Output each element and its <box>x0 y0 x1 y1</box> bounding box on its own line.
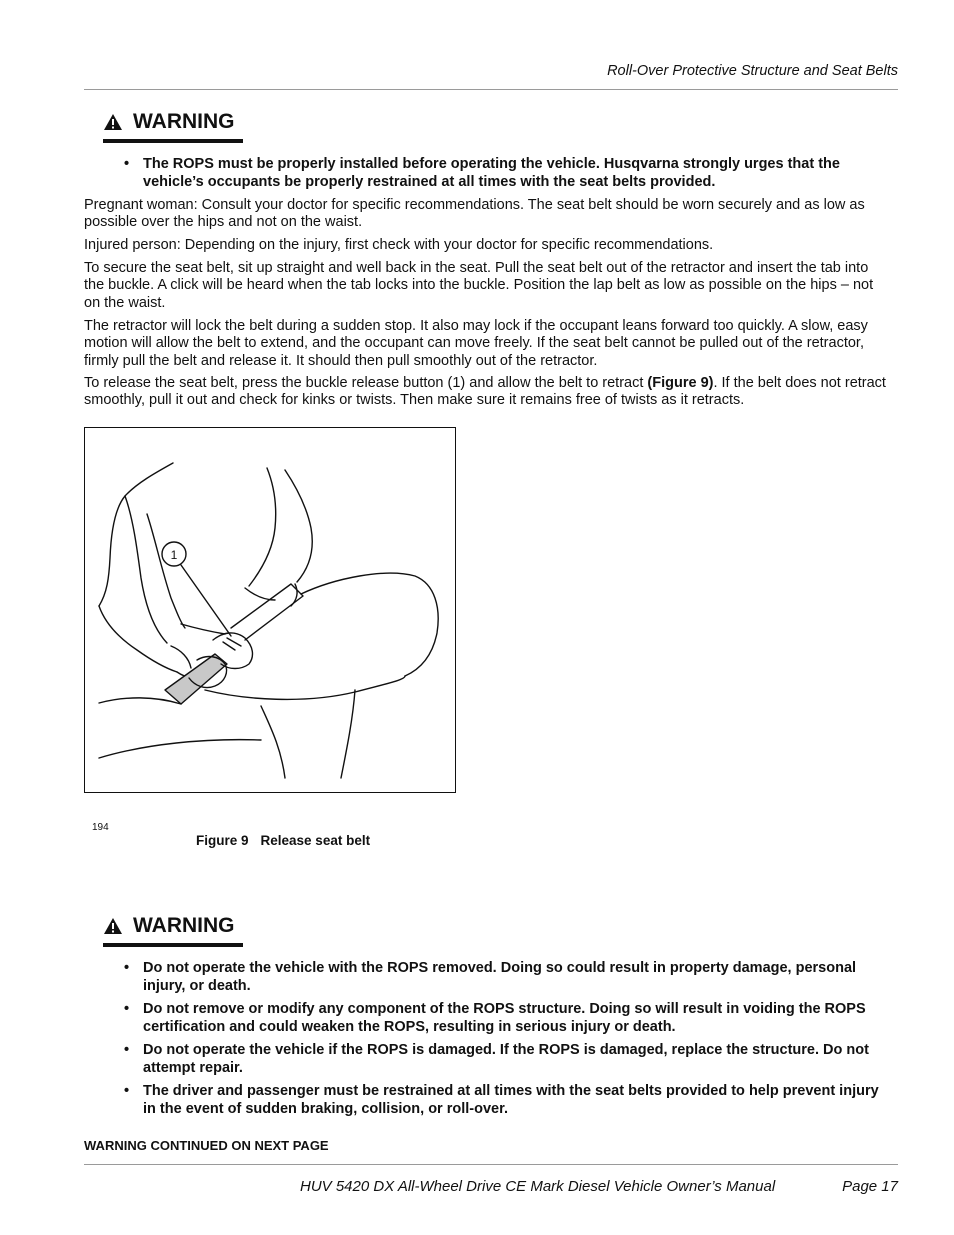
warning-triangle-icon <box>103 113 123 131</box>
figure-number: 194 <box>92 822 109 833</box>
paragraph-injured-person: Injured person: Depending on the injury, first check with your doctor for specific recommendations. <box>84 237 714 253</box>
warning-bullet: • Do not remove or modify any component of the ROPS structure. Doing so will result in voiding the ROPS certification and could weaken the ROPS, resulting in serious injury or death. <box>124 1001 866 1035</box>
warning-triangle-icon <box>103 917 123 935</box>
warning-label: WARNING <box>133 914 235 937</box>
paragraph-pregnant-woman: Pregnant woman: Consult your doctor for specific recommendations. The seat belt should be worn securely and as low as possible over the hips and not on the waist. <box>84 197 865 231</box>
warning-continued-note: WARNING CONTINUED ON NEXT PAGE <box>84 1138 329 1153</box>
footer-divider <box>84 1164 898 1165</box>
warning-bullet: • The ROPS must be properly installed before operating the vehicle. Husqvarna strongly urges that the vehicle’s occupants be properly restrained at all times with the seat belts provided. <box>124 156 840 190</box>
warning-heading-1 <box>103 110 243 143</box>
paragraph-retractor: The retractor will lock the belt during a sudden stop. It also may lock if the occupant leans forward too quickly. A slow, easy motion will allow the belt to extend, and the occupant can move freely. If the seat belt cannot be pulled out of the retractor, firmly pull the belt and release it. It should then pull smoothly out of the retractor. <box>84 318 868 369</box>
warning-list-2 <box>124 960 884 1124</box>
warning-bullet: • Do not operate the vehicle with the ROPS removed. Doing so could result in property damage, personal injury, or death. <box>124 960 857 994</box>
callout-number: 1 <box>170 548 178 562</box>
seat-belt-release-drawing <box>85 428 454 791</box>
warning-list-1 <box>124 156 904 197</box>
warning-underline <box>103 139 243 143</box>
footer-manual-title: HUV 5420 DX All-Wheel Drive CE Mark Diesel Vehicle Owner’s Manual <box>300 1178 776 1195</box>
figure-caption: Figure 9 Release seat belt <box>196 833 371 848</box>
warning-heading-2 <box>103 914 243 947</box>
footer-page-number: Page 17 <box>842 1178 898 1195</box>
paragraph-release-belt: To release the seat belt, press the buckle release button (1) and allow the belt to retract (Figure 9). If the belt does not retract smoothly, pull it out and check for kinks or twists. Then make sure it remains free of twists as it retracts. <box>84 375 886 409</box>
running-header: Roll-Over Protective Structure and Seat Belts <box>607 63 898 79</box>
warning-label: WARNING <box>133 110 235 133</box>
figure-9-illustration <box>84 427 456 793</box>
warning-underline <box>103 943 243 947</box>
warning-bullet: • Do not operate the vehicle if the ROPS is damaged. If the ROPS is damaged, replace the structure. Do not attempt repair. <box>124 1042 869 1076</box>
header-divider <box>84 89 898 90</box>
paragraph-secure-belt: To secure the seat belt, sit up straight and well back in the seat. Pull the seat belt out of the retractor and insert the tab into the buckle. A click will be heard when the tab locks into the buckle. Position the lap belt as low as possible on the hips – not on the waist. <box>84 260 874 311</box>
warning-bullet: • The driver and passenger must be restrained at all times with the seat belts provided to help prevent injury in the event of sudden braking, collision, or roll-over. <box>124 1083 879 1117</box>
figure-reference: (Figure 9) <box>647 375 714 391</box>
